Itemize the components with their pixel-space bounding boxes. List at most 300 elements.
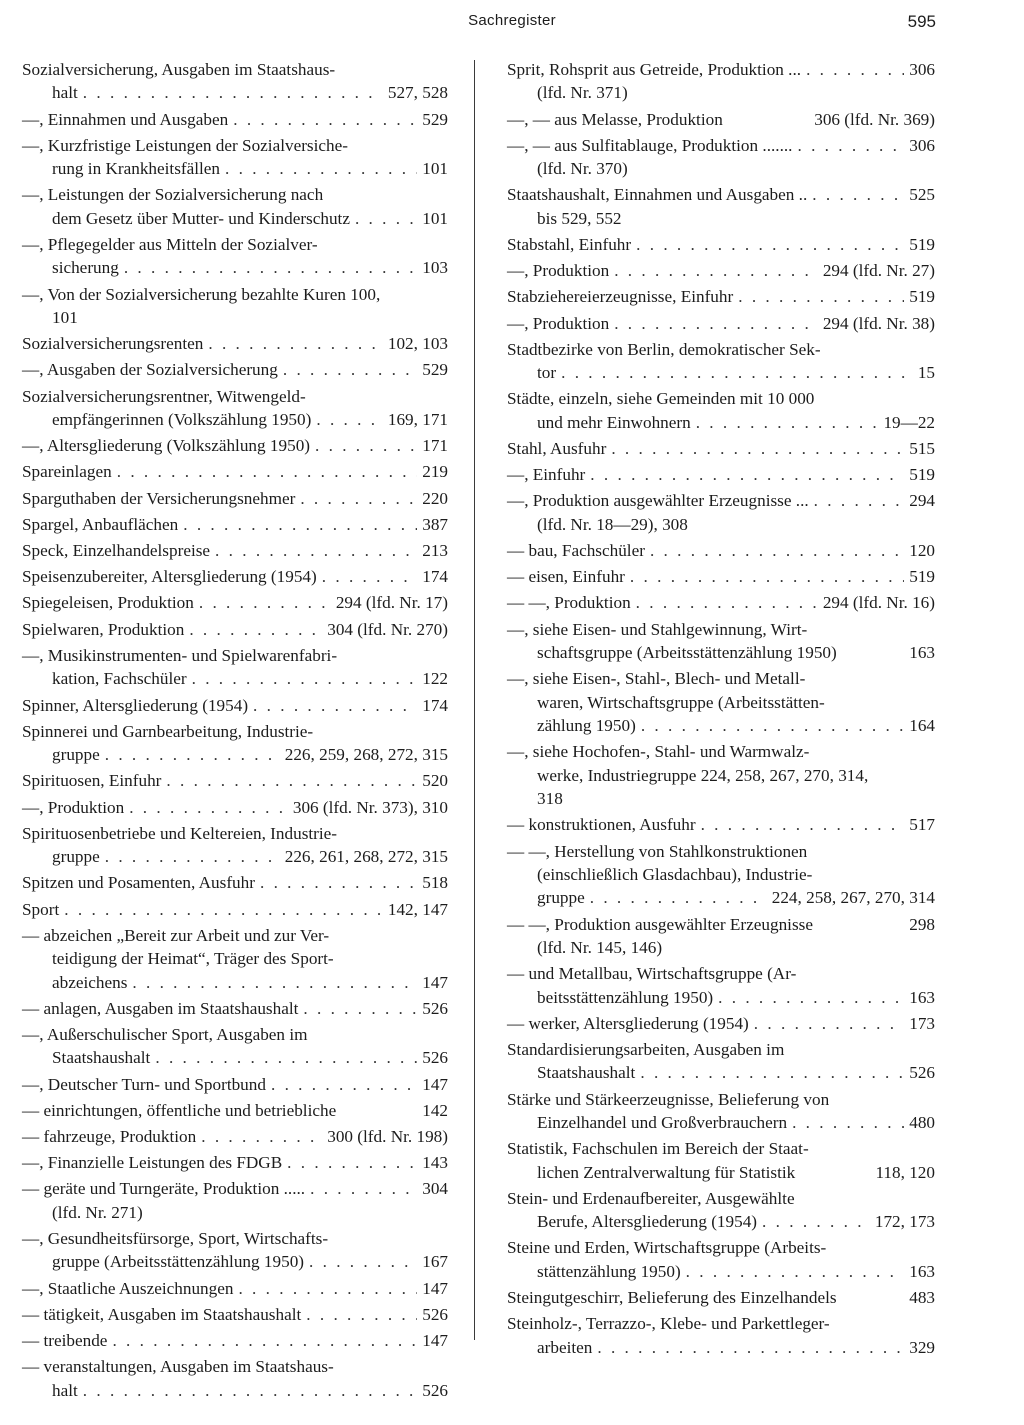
index-entry-line	[22, 283, 448, 306]
dot-leader	[636, 591, 818, 614]
index-entry-line	[22, 1046, 448, 1069]
page-reference: 143	[422, 1153, 448, 1173]
page-reference: 101	[422, 159, 448, 179]
dot-leader	[611, 437, 904, 460]
dot-leader	[105, 743, 280, 766]
page-reference: 526	[909, 1063, 935, 1083]
index-entry-line	[507, 1210, 935, 1233]
index-entry	[507, 233, 935, 256]
index-entry-line	[507, 1012, 935, 1035]
index-term: Spitzen und Posamenten, Ausfuhr	[22, 873, 255, 893]
index-entry-line	[507, 1336, 935, 1359]
page-reference: 527, 528	[387, 83, 448, 103]
page-reference: 300 (lfd. Nr. 198)	[327, 1126, 448, 1146]
dot-leader	[201, 1125, 322, 1148]
page-reference: 387	[422, 514, 448, 534]
page-reference: 226, 259, 268, 272, 315	[284, 745, 448, 765]
page-reference: 294 (lfd. Nr. 38)	[822, 313, 935, 333]
index-entry	[22, 1073, 448, 1096]
dot-leader	[105, 845, 280, 868]
dot-leader	[812, 183, 904, 206]
index-entry	[507, 1137, 935, 1184]
index-entry-line	[507, 1187, 935, 1210]
index-entry	[507, 338, 935, 385]
page-reference: 147	[422, 1331, 448, 1350]
dot-leader	[322, 565, 417, 588]
index-entry-line	[22, 1355, 448, 1378]
page-reference: 304 (lfd. Nr. 270)	[327, 619, 448, 639]
index-entry	[507, 1187, 935, 1234]
index-entry-line	[507, 936, 935, 959]
index-entry-line	[507, 591, 935, 614]
index-entry	[22, 332, 448, 355]
dot-leader	[797, 134, 904, 157]
index-entry	[507, 565, 935, 588]
page-reference: 172, 173	[874, 1212, 935, 1232]
index-entry	[22, 1151, 448, 1174]
index-entry	[22, 769, 448, 792]
index-entry-line	[507, 513, 935, 536]
index-term: Stärke und Stärkeerzeugnisse, Belieferung von	[507, 1089, 830, 1109]
index-entry-line	[507, 840, 935, 863]
page-reference: 163	[909, 987, 935, 1007]
index-term: abzeichens	[52, 972, 128, 992]
index-term: arbeiten	[537, 1337, 593, 1357]
index-entry-line	[507, 463, 935, 486]
index-entry-line	[507, 285, 935, 308]
index-entry	[22, 796, 448, 819]
index-entry	[507, 437, 935, 460]
index-entry	[507, 962, 935, 1009]
index-term: —, Einfuhr	[507, 465, 586, 485]
page-reference: 220	[422, 488, 448, 508]
index-term: —, — aus Sulfitablauge, Produktion .......	[507, 135, 793, 155]
dot-leader	[650, 539, 904, 562]
index-term: empfängerinnen (Volkszählung 1950)	[52, 410, 312, 430]
page-reference: 306 (lfd. Nr. 369)	[814, 109, 935, 129]
dot-leader	[260, 871, 417, 894]
page-reference: 294 (lfd. Nr. 17)	[335, 593, 448, 613]
index-entry	[22, 183, 448, 230]
index-entry-line	[507, 58, 935, 81]
index-entry-line	[507, 1260, 935, 1283]
index-term: —, Einnahmen und Ausgaben	[22, 109, 229, 129]
dot-leader	[590, 463, 904, 486]
dot-leader	[696, 411, 879, 434]
index-entry-line	[22, 487, 448, 510]
index-term: Sozialversicherungsrenten	[22, 334, 204, 354]
page-reference: 520	[422, 771, 448, 791]
index-term: zählung 1950)	[537, 716, 636, 736]
index-term: Stabziehereierzeugnisse, Einfuhr	[507, 287, 734, 307]
index-entry-line	[507, 233, 935, 256]
index-term: — abzeichen „Bereit zur Arbeit und zur Ver-	[22, 925, 330, 945]
dot-leader	[792, 1111, 904, 1134]
index-entry	[22, 1227, 448, 1274]
index-term: — anlagen, Ausgaben im Staatshaushalt	[22, 998, 299, 1018]
index-entry	[22, 487, 448, 510]
index-term: stättenzählung 1950)	[537, 1261, 681, 1281]
index-entry-line	[507, 134, 935, 157]
index-term: —, Kurzfristige Leistungen der Sozialversiche-	[22, 135, 348, 155]
index-entry-line	[22, 971, 448, 994]
page-reference: 147	[422, 1278, 448, 1298]
page-reference: 219	[422, 462, 448, 482]
index-term: Sport	[22, 899, 60, 919]
index-entry-line	[507, 618, 935, 641]
index-entry	[507, 108, 935, 131]
dot-leader	[287, 1151, 417, 1174]
index-entry-line	[22, 947, 448, 970]
index-entry-line	[22, 256, 448, 279]
index-entry-line	[507, 787, 935, 810]
index-term: — veranstaltungen, Ausgaben im Staatshaus-	[22, 1357, 334, 1377]
index-entry	[22, 1125, 448, 1148]
index-entry-line	[22, 1250, 448, 1273]
index-term: —, — aus Melasse, Produktion	[507, 109, 723, 129]
dot-leader	[701, 813, 905, 836]
page-reference: 294 (lfd. Nr. 27)	[822, 261, 935, 281]
index-entry-line	[507, 764, 935, 787]
index-entry	[22, 1099, 448, 1122]
page-reference: 519	[909, 287, 935, 307]
index-term: Spargel, Anbauflächen	[22, 514, 179, 534]
page-reference: 519	[909, 465, 935, 485]
dot-leader	[189, 618, 322, 641]
index-entry	[507, 539, 935, 562]
index-entry-line	[22, 1329, 448, 1352]
dot-leader	[233, 108, 417, 131]
dot-leader	[199, 591, 331, 614]
index-term: — geräte und Turngeräte, Produktion .....	[22, 1179, 306, 1199]
dot-leader	[300, 487, 417, 510]
index-term: lichen Zentralverwaltung für Statistik	[537, 1162, 796, 1182]
index-entry-line	[507, 1088, 935, 1111]
dot-leader	[315, 434, 417, 457]
index-entry-line	[507, 1111, 935, 1134]
index-term: Staatshaushalt, Einnahmen und Ausgaben ..	[507, 185, 808, 205]
index-entry	[22, 822, 448, 869]
index-term: —, Finanzielle Leistungen des FDGB	[22, 1153, 283, 1173]
index-entry-line	[507, 437, 935, 460]
dot-leader	[283, 358, 417, 381]
index-term: Spirituosenbetriebe und Keltereien, Industrie-	[22, 823, 338, 843]
index-entry	[507, 913, 935, 960]
index-entry-line	[507, 81, 935, 104]
dot-leader	[129, 796, 288, 819]
index-term: —, Ausgaben der Sozialversicherung	[22, 360, 278, 380]
index-entry	[22, 108, 448, 131]
index-entry-line	[22, 1125, 448, 1148]
dot-leader	[718, 986, 904, 1009]
index-entry	[22, 871, 448, 894]
index-term: Statistik, Fachschulen im Bereich der Staat-	[507, 1139, 809, 1159]
index-entry-line	[507, 986, 935, 1009]
index-entry-line	[507, 387, 935, 410]
index-term: — —, Herstellung von Stahlkonstruktionen	[507, 841, 808, 861]
page-reference: 304	[422, 1179, 448, 1199]
index-entry-line	[22, 460, 448, 483]
index-entry	[22, 1177, 448, 1224]
page-reference: 294 (lfd. Nr. 16)	[822, 593, 935, 613]
index-entry-line	[22, 58, 448, 81]
index-entry-line	[22, 591, 448, 614]
page-reference: 174	[422, 695, 448, 715]
index-entry	[507, 591, 935, 614]
page-reference: 306	[909, 60, 935, 79]
index-entry-line	[22, 644, 448, 667]
index-term: — einrichtungen, öffentliche und betriebliche	[22, 1100, 337, 1120]
page-reference: 101	[422, 208, 448, 228]
index-entry	[22, 1329, 448, 1352]
index-entry-line	[22, 1151, 448, 1174]
index-entry	[507, 489, 935, 536]
index-entry-line	[22, 769, 448, 792]
dot-leader	[238, 1277, 417, 1300]
page-reference: 517	[909, 815, 935, 835]
index-term: — treibende	[22, 1331, 108, 1350]
index-term: —, Gesundheitsfürsorge, Sport, Wirtschafts-	[22, 1228, 329, 1248]
index-term: Einzelhandel und Großverbrauchern	[537, 1112, 788, 1132]
index-term: —, Produktion	[22, 797, 125, 817]
index-term: —, Leistungen der Sozialversicherung nach	[22, 185, 324, 205]
index-entry-line	[507, 411, 935, 434]
dot-leader	[83, 1379, 417, 1402]
index-term: Sprit, Rohsprit aus Getreide, Produktion ...	[507, 60, 802, 79]
index-entry-line	[22, 898, 448, 921]
index-term: Sozialversicherungsrentner, Witwengeld-	[22, 386, 306, 406]
index-term: (lfd. Nr. 370)	[537, 159, 628, 179]
index-term: Spielwaren, Produktion	[22, 619, 185, 639]
index-entry-line	[22, 81, 448, 104]
index-term: Steinholz-, Terrazzo-, Klebe- und Parkettleger-	[507, 1314, 830, 1334]
index-entry-line	[507, 108, 935, 131]
index-entry-line	[22, 1379, 448, 1402]
dot-leader	[303, 997, 417, 1020]
index-entry	[22, 460, 448, 483]
page-reference: 526	[422, 998, 448, 1018]
index-entry	[22, 898, 448, 921]
index-entry-line	[507, 913, 935, 936]
page-reference: 329	[909, 1337, 935, 1357]
index-term: —, Altersgliederung (Volkszählung 1950)	[22, 436, 311, 456]
index-entry	[507, 58, 935, 105]
page-reference: 226, 261, 268, 272, 315	[284, 847, 448, 867]
index-entry-line	[22, 1227, 448, 1250]
index-term: Spinnerei und Garnbearbeitung, Industrie-	[22, 721, 314, 741]
index-entry-line	[507, 1286, 935, 1309]
dot-leader	[814, 489, 905, 512]
dot-leader	[132, 971, 417, 994]
index-term: (einschließlich Glasdachbau), Industrie-	[537, 864, 813, 884]
index-term: —, Produktion ausgewählter Erzeugnisse ...	[507, 491, 809, 511]
index-entry-line	[22, 358, 448, 381]
page-reference: 294	[909, 491, 935, 511]
index-entry	[22, 134, 448, 181]
index-term: —, Musikinstrumenten- und Spielwarenfabri-	[22, 645, 338, 665]
index-entry	[507, 1236, 935, 1283]
index-entry-line	[22, 157, 448, 180]
index-entry-line	[507, 1137, 935, 1160]
index-entry-line	[507, 740, 935, 763]
index-term: gruppe	[52, 745, 100, 765]
dot-leader	[614, 312, 818, 335]
index-term: gruppe	[537, 888, 585, 908]
index-term: Sparguthaben der Versicherungsnehmer	[22, 488, 296, 508]
index-entry	[22, 1355, 448, 1402]
index-term: Spiegeleisen, Produktion	[22, 593, 194, 613]
index-term: —, Staatliche Auszeichnungen	[22, 1278, 234, 1298]
dot-leader	[64, 898, 383, 921]
dot-leader	[215, 539, 417, 562]
index-entry-line	[507, 539, 935, 562]
index-entry-line	[22, 743, 448, 766]
index-entry-line	[507, 183, 935, 206]
index-entry	[22, 434, 448, 457]
page-reference: 515	[909, 439, 935, 459]
index-entry	[22, 539, 448, 562]
index-term: 101	[52, 308, 78, 328]
index-term: Stabstahl, Einfuhr	[507, 235, 632, 255]
index-entry	[507, 1038, 935, 1085]
page-reference: 480	[909, 1112, 935, 1132]
index-entry	[22, 591, 448, 614]
dot-leader	[306, 1303, 417, 1326]
index-entry-line	[22, 720, 448, 743]
index-column-right	[507, 58, 935, 1362]
page-reference: 171	[422, 436, 448, 456]
index-term: —, siehe Eisen-, Stahl-, Blech- und Metall-	[507, 669, 806, 689]
index-term: sicherung	[52, 258, 119, 278]
dot-leader	[225, 157, 417, 180]
index-entry-line	[22, 306, 448, 329]
page-reference: 173	[909, 1013, 935, 1033]
index-term: — konstruktionen, Ausfuhr	[507, 815, 696, 835]
index-term: —, Pflegegelder aus Mitteln der Sozialver-	[22, 235, 318, 255]
index-entry	[507, 667, 935, 737]
index-entry-line	[22, 565, 448, 588]
index-term: 318	[537, 789, 563, 809]
index-term: werke, Industriegruppe 224, 258, 267, 270, 314,	[537, 765, 869, 785]
index-term: —, siehe Eisen- und Stahlgewinnung, Wirt-	[507, 619, 808, 639]
index-entry-line	[507, 691, 935, 714]
page-reference: 164	[909, 716, 935, 736]
index-entry	[22, 358, 448, 381]
index-entry-line	[507, 1061, 935, 1084]
index-term: Speisenzubereiter, Altersgliederung (1954)	[22, 567, 317, 587]
index-entry	[507, 259, 935, 282]
index-entry	[22, 565, 448, 588]
index-term: — bau, Fachschüler	[507, 541, 645, 561]
index-entry-line	[22, 385, 448, 408]
index-entry-line	[507, 1312, 935, 1335]
index-entry	[507, 813, 935, 836]
index-entry-line	[22, 871, 448, 894]
index-term: schaftsgruppe (Arbeitsstättenzählung 1950)	[537, 643, 837, 663]
dot-leader	[636, 233, 904, 256]
index-entry	[22, 720, 448, 767]
page-reference: 142, 147	[387, 899, 448, 919]
index-term: Stein- und Erdenaufbereiter, Ausgewählte	[507, 1188, 795, 1208]
page-reference: 298	[909, 914, 935, 934]
index-entry-line	[22, 332, 448, 355]
index-term: halt	[52, 83, 78, 103]
page-reference: 122	[422, 669, 448, 689]
index-entry-line	[22, 667, 448, 690]
index-entry-line	[507, 1038, 935, 1061]
index-term: tor	[537, 363, 557, 383]
page-reference: 224, 258, 267, 270, 314	[771, 888, 935, 908]
index-term: Staatshaushalt	[537, 1063, 636, 1083]
dot-leader	[83, 81, 383, 104]
index-entry-line	[507, 312, 935, 335]
page-reference: 483	[909, 1288, 935, 1308]
column-divider	[474, 60, 475, 1340]
index-term: (lfd. Nr. 145, 146)	[537, 937, 663, 957]
index-entry	[507, 740, 935, 810]
page-reference: 306 (lfd. Nr. 373), 310	[292, 797, 448, 817]
index-entry-line	[22, 1177, 448, 1200]
dot-leader	[310, 1177, 417, 1200]
index-term: — —, Produktion	[507, 593, 631, 613]
dot-leader	[614, 259, 818, 282]
index-entry-line	[507, 565, 935, 588]
dot-leader	[762, 1210, 870, 1233]
index-entry-line	[22, 207, 448, 230]
index-entry-line	[22, 924, 448, 947]
page-reference: 169, 171	[387, 410, 448, 430]
index-term: bis 529, 552	[537, 208, 622, 228]
index-entry-line	[507, 1161, 935, 1184]
dot-leader	[597, 1336, 904, 1359]
index-entry	[507, 1286, 935, 1309]
running-header-title: Sachregister	[468, 12, 556, 29]
index-term: Standardisierungsarbeiten, Ausgaben im	[507, 1039, 785, 1059]
index-entry	[22, 58, 448, 105]
index-entry-line	[507, 361, 935, 384]
index-term: Städte, einzeln, siehe Gemeinden mit 10 000	[507, 389, 815, 409]
index-term: Stahl, Ausfuhr	[507, 439, 607, 459]
index-entry	[507, 1312, 935, 1359]
index-entry-line	[507, 489, 935, 512]
index-term: —, Außerschulischer Sport, Ausgaben im	[22, 1024, 308, 1044]
index-entry-line	[22, 513, 448, 536]
index-entry	[22, 283, 448, 330]
index-term: rung in Krankheitsfällen	[52, 159, 221, 179]
index-entry-line	[22, 822, 448, 845]
index-entry-line	[507, 207, 935, 230]
index-entry-line	[507, 157, 935, 180]
index-entry	[507, 463, 935, 486]
index-term: — tätigkeit, Ausgaben im Staatshaushalt	[22, 1304, 302, 1324]
index-entry-line	[22, 694, 448, 717]
index-entry	[507, 840, 935, 910]
dot-leader	[686, 1260, 905, 1283]
index-entry-line	[22, 1201, 448, 1224]
page-reference: 120	[909, 541, 935, 561]
page-reference: 526	[422, 1304, 448, 1324]
page-reference: 167	[422, 1252, 448, 1272]
index-term: Staatshaushalt	[52, 1048, 151, 1068]
page-reference: 529	[422, 360, 448, 380]
page-reference: 103	[422, 258, 448, 278]
page-reference: 518	[422, 873, 448, 893]
index-term: Spareinlagen	[22, 462, 112, 482]
index-term: —, Deutscher Turn- und Sportbund	[22, 1074, 266, 1094]
index-entry	[507, 1012, 935, 1035]
index-term: — und Metallbau, Wirtschaftsgruppe (Ar-	[507, 964, 797, 984]
page-reference: 174	[422, 567, 448, 587]
